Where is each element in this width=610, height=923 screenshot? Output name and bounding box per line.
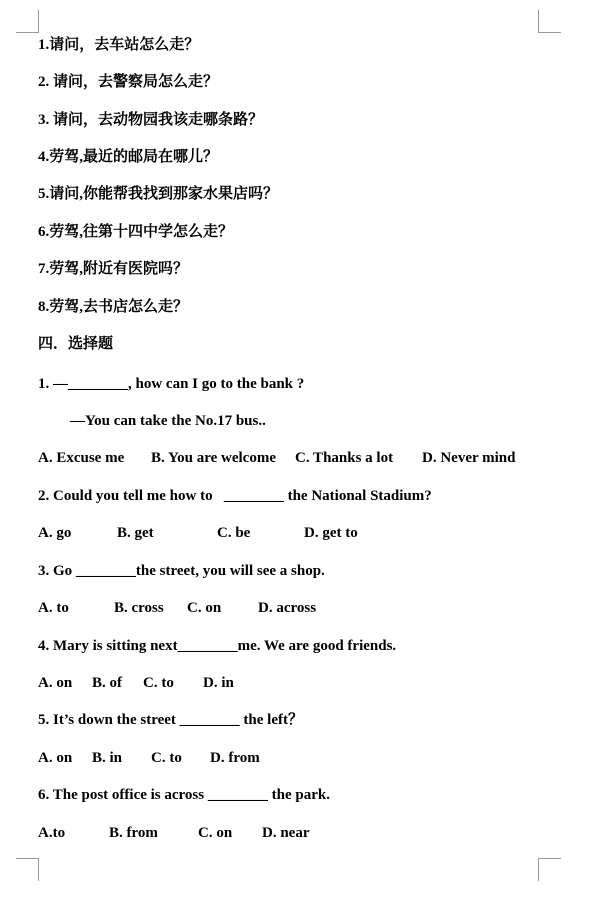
option: C. to [143,675,174,691]
option-row [38,673,558,693]
option: D. get to [304,525,358,541]
option: A. to [38,600,69,616]
translate-item: 8.劳驾,去书店怎么走？ [38,299,189,315]
option: C. on [187,600,222,616]
option: B. in [92,750,123,766]
translate-item: 2. 请问，去警察局怎么走？ [38,74,219,90]
option: A. Excuse me [38,450,125,466]
option: D. from [210,750,260,766]
option: A.to [38,825,66,841]
option: B. get [117,525,154,541]
section-title: 四．选择题 [38,336,114,352]
page-corner-mark-top-left [16,10,39,33]
question-reply: —You can take the No.17 bus.. [70,413,266,429]
option: C. on [198,825,233,841]
option: A. on [38,675,73,691]
option-row [38,823,558,843]
option: D. in [203,675,234,691]
translate-item: 7.劳驾,附近有医院吗？ [38,261,189,277]
page-corner-mark-top-right [538,10,561,33]
translate-item: 4.劳驾,最近的邮局在哪儿？ [38,149,219,165]
option: B. You are welcome [151,450,276,466]
translate-item: 3. 请问，去动物园我该走哪条路？ [38,112,264,128]
option-row [38,748,558,768]
translate-item: 1.请问，去车站怎么走？ [38,37,200,53]
option: B. cross [114,600,164,616]
question-stem: 1. —________, how can I go to the bank ? [38,376,305,392]
question-stem: 2. Could you tell me how to ________ the National Stadium? [38,488,432,504]
option: D. Never mind [422,450,516,466]
option: D. across [258,600,317,616]
question-stem: 3. Go ________the street, you will see a shop. [38,563,325,579]
question-stem: 5. It’s down the street ________ the left？ [38,712,303,728]
option: D. near [262,825,310,841]
page-corner-mark-bottom-left [16,858,39,881]
option: C. be [217,525,251,541]
option: A. on [38,750,73,766]
question-stem: 4. Mary is sitting next________me. We are good friends. [38,638,397,654]
question-stem: 6. The post office is across ________ the park. [38,787,330,803]
translate-item: 5.请问,你能帮我找到那家水果店吗？ [38,186,279,202]
option: C. Thanks a lot [295,450,394,466]
option-row [38,598,558,618]
option-row [38,523,558,543]
option: A. go [38,525,72,541]
translate-item: 6.劳驾,往第十四中学怎么走？ [38,224,234,240]
option: B. from [109,825,158,841]
option-row [38,448,558,468]
option: C. to [151,750,182,766]
option: B. of [92,675,122,691]
page-corner-mark-bottom-right [538,858,561,881]
